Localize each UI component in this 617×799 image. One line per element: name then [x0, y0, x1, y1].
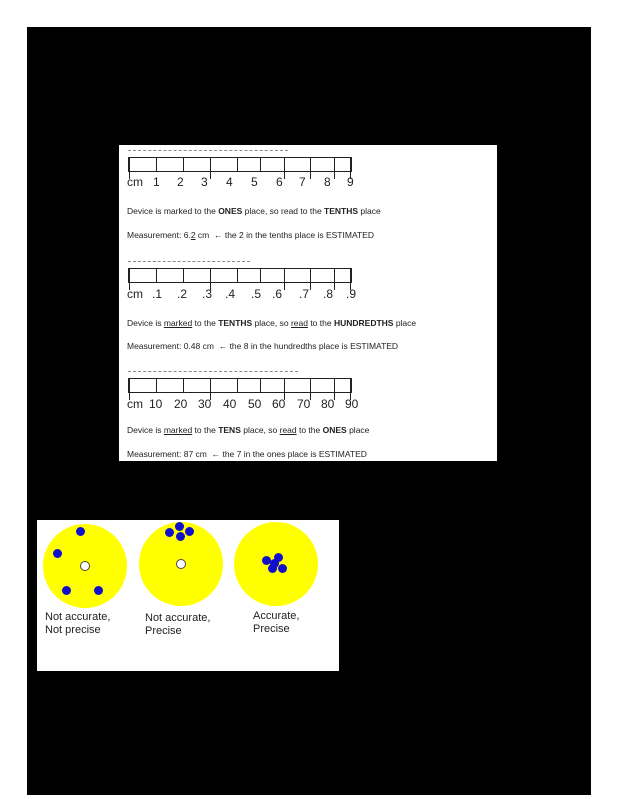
shot-dot: [270, 559, 279, 568]
ruler-description: Device is marked to the TENS place, so read to the ONES place: [127, 425, 370, 435]
shot-dot: [175, 522, 184, 531]
ruler-tick: [310, 157, 311, 179]
shot-dot: [94, 586, 103, 595]
ruler-tick-label: 6: [276, 175, 283, 189]
ruler-tick: [156, 157, 157, 171]
ruler-tick-label: .3: [202, 287, 213, 301]
shot-dot: [176, 532, 185, 541]
ruler-tick: [156, 268, 157, 282]
ruler-tick: [237, 378, 238, 392]
ruler-tick-label: .7: [299, 287, 310, 301]
shot-dot: [185, 527, 194, 536]
dashed-line: [128, 371, 298, 373]
ruler-tick: [260, 378, 261, 392]
ruler-tick: [237, 268, 238, 282]
ruler-tick-label: 30: [198, 397, 212, 411]
target-not-accurate-not-precise: [43, 524, 127, 608]
ruler-tick-label: 50: [248, 397, 262, 411]
ruler-tens: [128, 378, 352, 393]
ruler-tick: [310, 268, 311, 290]
ruler-tick-label: 40: [223, 397, 237, 411]
ruler-tick-label: 20: [174, 397, 188, 411]
ruler-tick: [334, 268, 335, 290]
ruler-tick: [156, 378, 157, 392]
ruler-tick-label: 2: [177, 175, 184, 189]
shot-dot: [278, 564, 287, 573]
dashed-line: [128, 261, 250, 263]
ruler-tick-label: 7: [299, 175, 306, 189]
ruler-tenths: [128, 268, 352, 283]
ruler-tick-label: 4: [226, 175, 233, 189]
ruler-unit-label: cm: [127, 287, 143, 301]
ruler-tick-label: .9: [346, 287, 357, 301]
ruler-tick: [183, 268, 184, 282]
target-center: [176, 559, 186, 569]
accuracy-precision-targets: [37, 520, 339, 671]
ruler-ones: [128, 157, 352, 172]
ruler-tick: [183, 378, 184, 392]
target-caption: Not accurate, Precise: [145, 612, 211, 637]
ruler-tick-label: 90: [345, 397, 359, 411]
ruler-tick-label: 60: [272, 397, 286, 411]
target-center: [80, 561, 90, 571]
ruler-tick-label: 1: [153, 175, 160, 189]
ruler-tick-label: .8: [323, 287, 334, 301]
shot-dot: [62, 586, 71, 595]
ruler-tick: [183, 157, 184, 171]
target-accurate-precise: [234, 522, 318, 606]
ruler-tick-label: .1: [152, 287, 163, 301]
shot-dot: [53, 549, 62, 558]
ruler-unit-label: cm: [127, 175, 143, 189]
ruler-tick-label: 10: [149, 397, 163, 411]
ruler-tick-label: 8: [324, 175, 331, 189]
ruler-description: Device is marked to the ONES place, so read to the TENTHS place: [127, 206, 381, 216]
ruler-tick: [284, 157, 285, 179]
ruler-description: Device is marked to the TENTHS place, so read to the HUNDREDTHS place: [127, 318, 417, 328]
ruler-tick-label: .6: [272, 287, 283, 301]
shot-dot: [165, 528, 174, 537]
target-not-accurate-precise: [139, 522, 223, 606]
ruler-tick-label: .2: [177, 287, 188, 301]
ruler-tick: [210, 157, 211, 179]
shot-dot: [76, 527, 85, 536]
ruler-tick-label: 9: [347, 175, 354, 189]
ruler-tick-label: .4: [225, 287, 236, 301]
ruler-tick: [260, 157, 261, 171]
ruler-tick-label: .5: [251, 287, 262, 301]
ruler-card: [119, 145, 497, 461]
measurement-line: Measurement: 0.48 cm ← the 8 in the hundredths place is ESTIMATED: [127, 341, 399, 351]
ruler-tick-label: 5: [251, 175, 258, 189]
ruler-tick: [334, 157, 335, 179]
ruler-tick-label: 3: [201, 175, 208, 189]
ruler-tick: [284, 268, 285, 290]
ruler-tick: [237, 157, 238, 171]
ruler-tick-label: 70: [297, 397, 311, 411]
ruler-tick-label: 80: [321, 397, 335, 411]
dashed-line: [128, 150, 288, 152]
ruler-unit-label: cm: [127, 397, 143, 411]
measurement-line: Measurement: 6.2 cm ← the 2 in the tenths place is ESTIMATED: [127, 230, 374, 240]
ruler-tick: [260, 268, 261, 282]
target-caption: Not accurate, Not precise: [45, 611, 111, 636]
measurement-line: Measurement: 87 cm ← the 7 in the ones place is ESTIMATED: [127, 449, 367, 459]
target-caption: Accurate, Precise: [253, 610, 300, 635]
